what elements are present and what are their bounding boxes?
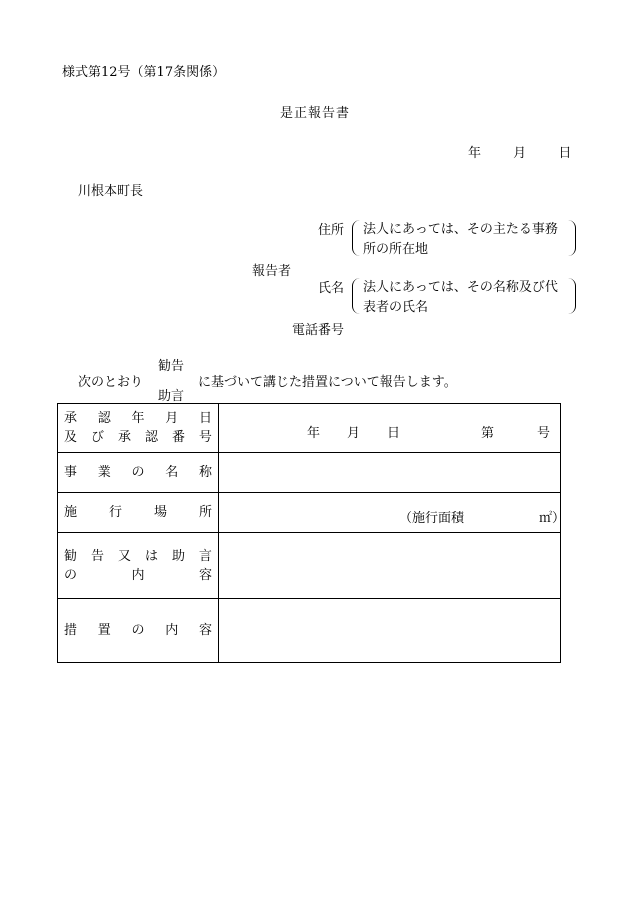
name-label: 氏名 bbox=[318, 281, 345, 296]
approval-label-line2 bbox=[64, 428, 212, 447]
label-char: 所 bbox=[198, 505, 212, 520]
address-note: 法人にあっては、その主たる事務所の所在地 bbox=[352, 220, 576, 256]
label-char: の bbox=[131, 623, 145, 638]
address-row bbox=[318, 220, 568, 262]
label-char: 業 bbox=[97, 465, 111, 480]
measures-value[interactable] bbox=[219, 599, 561, 663]
label-char: 認 bbox=[144, 430, 158, 445]
label-char: 名 bbox=[165, 465, 179, 480]
label-char: 認 bbox=[97, 411, 111, 426]
reporter-block bbox=[318, 220, 568, 336]
approval-year: 年 bbox=[307, 426, 321, 441]
approval-month: 月 bbox=[347, 426, 361, 441]
label-char: 番 bbox=[171, 430, 185, 445]
label-char: 月 bbox=[165, 411, 179, 426]
measures-label bbox=[58, 599, 219, 663]
label-char: の bbox=[131, 465, 145, 480]
date-day: 日 bbox=[558, 146, 572, 161]
label-char: 承 bbox=[117, 430, 131, 445]
label-char: 措 bbox=[64, 623, 78, 638]
advice-content-label-line1 bbox=[64, 547, 212, 566]
label-char: 助 bbox=[171, 548, 185, 564]
intro-prefix: 次のとおり bbox=[78, 375, 144, 390]
date-year: 年 bbox=[468, 146, 482, 161]
intro-option-advice: 勧告 bbox=[158, 359, 185, 374]
label-char: 号 bbox=[198, 430, 212, 445]
label-char: 施 bbox=[64, 505, 78, 520]
measures-row bbox=[58, 599, 561, 663]
reporter-label: 報告者 bbox=[252, 264, 292, 279]
label-char: 言 bbox=[198, 548, 212, 564]
label-char: は bbox=[144, 548, 158, 564]
label-char: 年 bbox=[131, 411, 145, 426]
label-char: 又 bbox=[117, 548, 131, 564]
site-label bbox=[58, 493, 219, 533]
business-name-label-text bbox=[64, 463, 212, 482]
intro-sentence bbox=[78, 360, 578, 404]
measures-label-text bbox=[64, 621, 212, 640]
approval-label-line1 bbox=[64, 409, 212, 428]
approval-day: 日 bbox=[387, 426, 401, 441]
business-name-row bbox=[58, 453, 561, 493]
business-name-value[interactable] bbox=[219, 453, 561, 493]
label-char: 内 bbox=[131, 567, 145, 583]
approval-number-prefix: 第 bbox=[481, 426, 495, 441]
approval-number-suffix: 号 bbox=[537, 426, 551, 441]
area-note bbox=[399, 507, 566, 526]
form-number: 様式第12号（第17条関係） bbox=[62, 65, 226, 80]
date-month: 月 bbox=[513, 146, 527, 161]
approval-row bbox=[58, 404, 561, 453]
label-char: 容 bbox=[198, 623, 212, 638]
label-char: 承 bbox=[64, 411, 78, 426]
label-char: 事 bbox=[64, 465, 78, 480]
label-char: 勧 bbox=[64, 548, 78, 564]
report-table bbox=[57, 403, 566, 663]
label-char: 告 bbox=[90, 548, 104, 564]
phone-label: 電話番号 bbox=[292, 323, 345, 338]
advice-content-label bbox=[58, 533, 219, 599]
label-char: 及 bbox=[64, 430, 78, 445]
addressee: 川根本町長 bbox=[78, 184, 144, 199]
label-char: 場 bbox=[153, 505, 167, 520]
label-char: 日 bbox=[198, 411, 212, 426]
name-row bbox=[318, 278, 568, 320]
label-char: 称 bbox=[198, 465, 212, 480]
intro-option-guidance: 助言 bbox=[158, 389, 185, 404]
area-unit: ㎡） bbox=[539, 511, 566, 526]
label-char: 容 bbox=[198, 567, 212, 583]
area-prefix: （施行面積 bbox=[399, 511, 465, 526]
label-char: 内 bbox=[165, 623, 179, 638]
address-label: 住所 bbox=[318, 223, 345, 238]
advice-content-label-line2 bbox=[64, 566, 212, 585]
approval-label bbox=[58, 404, 219, 453]
report-date bbox=[468, 147, 571, 160]
label-char: び bbox=[90, 430, 104, 445]
label-char: の bbox=[64, 567, 78, 583]
site-value[interactable] bbox=[219, 493, 566, 533]
advice-content-row bbox=[58, 533, 561, 599]
document-title: 是正報告書 bbox=[279, 106, 350, 121]
intro-suffix: に基づいて講じた措置について報告します。 bbox=[198, 375, 457, 390]
label-char: 行 bbox=[108, 505, 122, 520]
name-note: 法人にあっては、その名称及び代表者の氏名 bbox=[352, 278, 576, 314]
site-label-text bbox=[64, 503, 212, 522]
business-name-label bbox=[58, 453, 219, 493]
site-row bbox=[58, 493, 561, 533]
label-char: 置 bbox=[97, 623, 111, 638]
approval-value[interactable] bbox=[219, 404, 561, 453]
advice-content-value[interactable] bbox=[219, 533, 561, 599]
